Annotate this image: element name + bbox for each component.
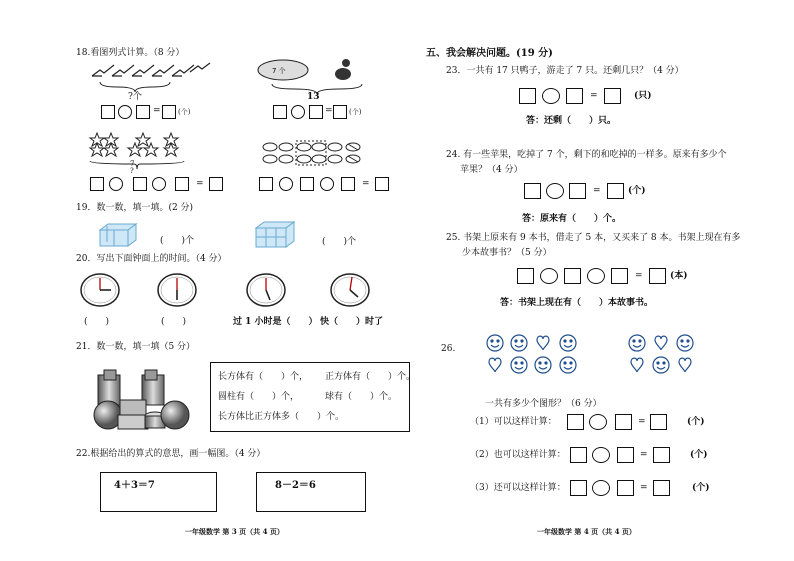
fill-blank[interactable]: 正方体有（ ）个。 <box>325 372 416 382</box>
method-label: （1）可以这样计算： <box>470 417 557 427</box>
operator-circle[interactable] <box>589 414 607 430</box>
q25-text: 25. 书架上原来有 9 本书，借走了 5 本，又买来了 8 本。书架上现在有多 <box>446 233 741 243</box>
q20-title: 20．写出下面钟面上的时间。（4 分） <box>76 254 227 264</box>
page-footer: 一年级数学 第 4 页（共 4 页） <box>537 527 636 536</box>
unknown-label: ?个 <box>128 92 142 102</box>
q19-title: 19．数一数，填一填。(2 分) <box>76 203 194 213</box>
drawing-box[interactable] <box>100 472 217 512</box>
question-label: ? <box>130 167 134 175</box>
blank-count[interactable]: ( )个 <box>322 237 357 247</box>
answer-box[interactable] <box>653 480 670 496</box>
blank-count[interactable]: ( )个 <box>160 236 195 246</box>
unit-label: (个) <box>687 417 705 427</box>
answer-box[interactable] <box>650 414 667 430</box>
time-blank[interactable]: 过 1 小时是（ ） <box>233 317 318 327</box>
clock-icon <box>330 273 370 307</box>
method-label: （3）还可以这样计算： <box>470 483 566 493</box>
operator-circle[interactable] <box>152 177 166 191</box>
answer-box[interactable] <box>209 177 223 191</box>
answer-box[interactable] <box>570 447 587 463</box>
unit-label: (个) <box>692 483 710 493</box>
operator-circle[interactable] <box>592 447 610 463</box>
operator-circle[interactable] <box>592 480 610 496</box>
equation: 4＋3＝7 <box>114 480 155 491</box>
operator-circle[interactable] <box>587 268 605 284</box>
answer-box[interactable] <box>611 268 628 284</box>
seven-label: 7 <box>130 160 135 168</box>
stars-icon <box>90 133 185 173</box>
operator-circle[interactable] <box>109 177 123 191</box>
equation: 8－2＝6 <box>275 480 316 491</box>
brace-icon <box>100 82 170 92</box>
page-footer: 一年级数学 第 3 页（共 4 页） <box>185 527 284 536</box>
pond-ducks-icon <box>258 54 358 84</box>
solids-icon <box>90 370 190 430</box>
answer-line[interactable]: 答：原来有（ ）个。 <box>522 214 622 224</box>
operator-circle[interactable] <box>542 88 560 104</box>
answer-box[interactable] <box>617 447 634 463</box>
time-blank[interactable]: ( ) <box>84 317 110 327</box>
answer-box[interactable] <box>519 88 536 104</box>
time-blank[interactable]: 快（ ）时了 <box>320 317 384 327</box>
answer-box[interactable] <box>607 183 624 199</box>
total-label: 13 <box>307 92 320 102</box>
answer-box[interactable] <box>101 105 115 119</box>
answer-box[interactable] <box>617 480 634 496</box>
cubes-icon <box>256 220 298 248</box>
q26-number: 26. <box>441 344 456 354</box>
answer-box[interactable] <box>604 88 621 104</box>
answer-box[interactable] <box>90 177 104 191</box>
method-label: （2）也可以这样计算： <box>470 450 566 460</box>
unit-label: (个) <box>178 108 191 116</box>
answer-box[interactable] <box>273 105 287 119</box>
operator-circle[interactable] <box>540 268 558 284</box>
unit-label: (只) <box>634 91 652 101</box>
svg-text:7 个: 7 个 <box>272 67 286 75</box>
q22-title: 22.根据给出的算式的意思，画一幅图。（4 分） <box>76 449 266 459</box>
smileys-hearts-icon <box>486 334 586 379</box>
operator-circle[interactable] <box>279 177 293 191</box>
fill-blank[interactable]: 长方体有（ ）个， <box>218 372 309 382</box>
answer-box[interactable] <box>524 183 541 199</box>
answer-box[interactable] <box>567 414 584 430</box>
smileys-hearts-icon <box>628 334 703 379</box>
drawing-box[interactable] <box>256 472 366 512</box>
fill-blank[interactable]: 圆柱有（ ）个， <box>218 392 300 402</box>
answer-box[interactable] <box>615 414 632 430</box>
unit-label: (个) <box>690 450 708 460</box>
q18-title: 18.看图列式计算。（8 分） <box>76 48 185 58</box>
birds-icon <box>90 62 210 82</box>
operator-circle[interactable] <box>291 105 305 119</box>
q26-ask: 一共有多少个图形？（6 分） <box>485 399 602 409</box>
answer-box[interactable] <box>566 88 583 104</box>
answer-box[interactable] <box>175 177 189 191</box>
answer-box[interactable] <box>341 177 355 191</box>
answer-box[interactable] <box>569 183 586 199</box>
q23-text: 23．一共有 17 只鸭子，游走了 7 只。还剩几只？（4 分） <box>446 66 684 76</box>
operator-circle[interactable] <box>320 177 334 191</box>
answer-box[interactable] <box>375 177 389 191</box>
answer-box[interactable] <box>517 268 534 284</box>
answer-box[interactable] <box>570 480 587 496</box>
unit-label: (个) <box>349 108 362 116</box>
fill-blank[interactable]: 长方体比正方体多（ ）个。 <box>218 412 345 422</box>
answer-box[interactable] <box>136 105 150 119</box>
answer-box[interactable] <box>133 177 147 191</box>
operator-circle[interactable] <box>118 105 132 119</box>
answer-box[interactable] <box>259 177 273 191</box>
section-title: 五、我会解决问题。(19 分) <box>426 48 553 59</box>
clock-icon <box>80 273 120 307</box>
unit-label: (本) <box>670 271 688 281</box>
fill-blank[interactable]: 球有（ ）个。 <box>325 392 398 402</box>
time-blank[interactable]: ( ) <box>161 317 187 327</box>
answer-box[interactable] <box>564 268 581 284</box>
answer-line[interactable]: 答：还剩（ ）只。 <box>526 116 617 126</box>
answer-box[interactable] <box>653 447 670 463</box>
answer-line[interactable]: 答：书架上现在有（ ）本故事书。 <box>500 298 654 308</box>
q21-title: 21．数一数，填一填（5 分） <box>76 342 196 352</box>
unit-label: (个) <box>628 186 646 196</box>
answer-box[interactable] <box>333 105 347 119</box>
cubes-icon <box>100 222 140 247</box>
ovals-icon <box>262 142 372 172</box>
clock-icon <box>157 273 197 307</box>
q24-text: 24. 有一些苹果，吃掉了 7 个，剩下的和吃掉的一样多。原来有多少个 <box>446 150 727 160</box>
answer-box[interactable] <box>649 268 666 284</box>
answer-box[interactable] <box>162 105 176 119</box>
answer-box[interactable] <box>300 177 314 191</box>
q25-text: 少本故事书？（5 分） <box>462 248 552 258</box>
answer-box[interactable] <box>309 105 323 119</box>
clock-icon <box>246 273 286 307</box>
q24-text: 苹果？（4 分） <box>460 165 523 175</box>
operator-circle[interactable] <box>546 183 564 199</box>
